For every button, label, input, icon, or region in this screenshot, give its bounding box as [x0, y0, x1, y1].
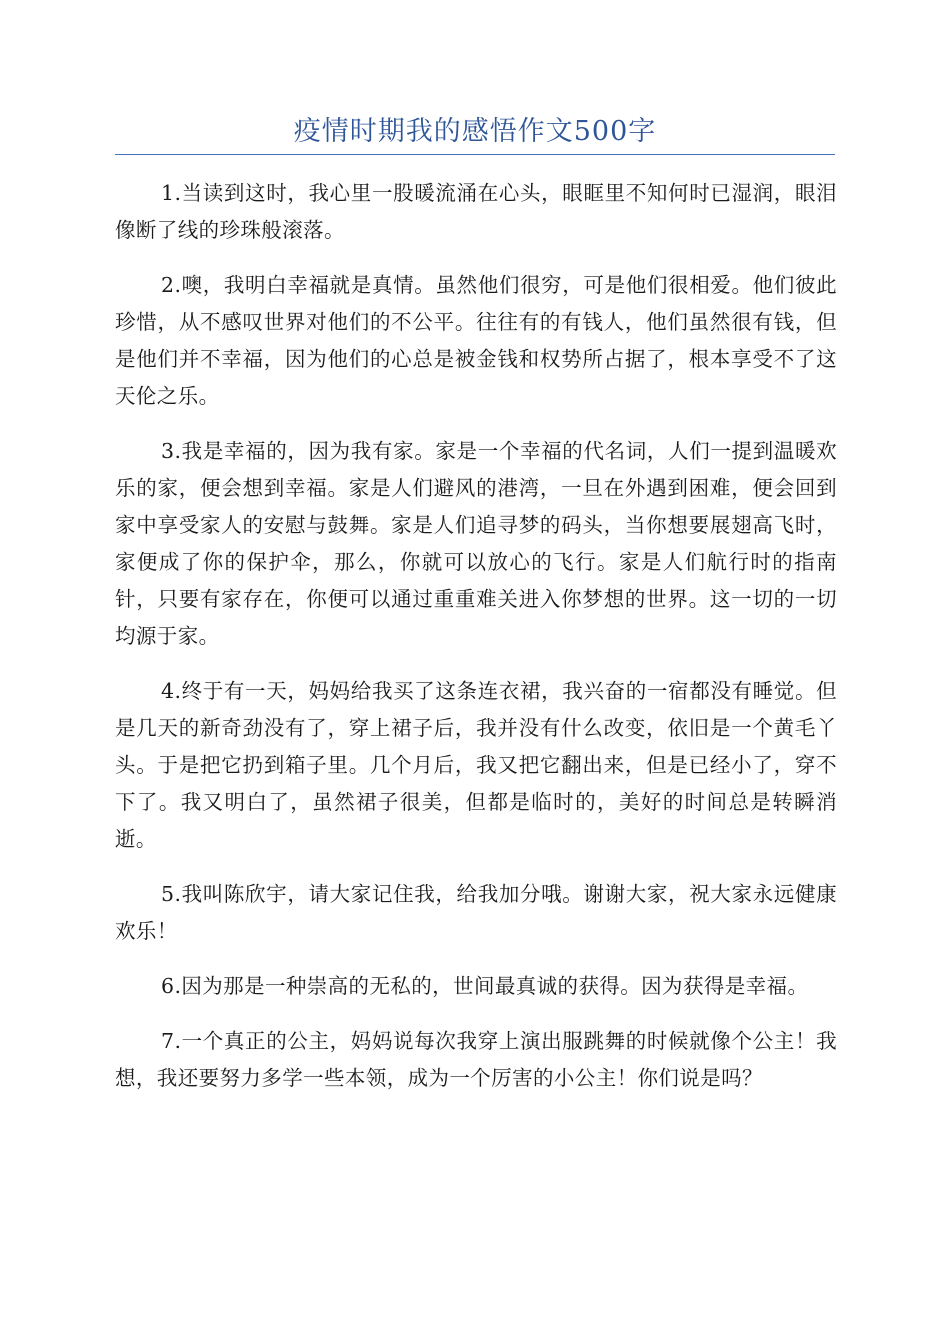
document-title: 疫情时期我的感悟作文500字 [293, 116, 657, 147]
paragraph-3: 3.我是幸福的，因为我有家。家是一个幸福的代名词，人们一提到温暖欢乐的家，便会想到幸福。家是人们避风的港湾，一旦在外遇到困难，便会回到家中享受家人的安慰与鼓舞。家是人们追寻梦的码头，当你想要展翅高飞时，家便成了你的保护伞，那么，你就可以放心的飞行。家是人们航行时的指南针，只要有家存在，你便可以通过重重难关进入你梦想的世界。这一切的一切均源于家。 [115, 439, 837, 648]
document-body [115, 175, 837, 1115]
paragraph-4: 4.终于有一天，妈妈给我买了这条连衣裙，我兴奋的一宿都没有睡觉。但是几天的新奇劲没有了，穿上裙子后，我并没有什么改变，依旧是一个黄毛丫头。于是把它扔到箱子里。几个月后，我又把它翻出来，但是已经小了，穿不下了。我又明白了，虽然裙子很美，但都是临时的，美好的时间总是转瞬消逝。 [115, 679, 837, 851]
paragraph-6: 6.因为那是一种崇高的无私的，世间最真诚的获得。因为获得是幸福。 [161, 974, 809, 998]
paragraph-7: 7.一个真正的公主，妈妈说每次我穿上演出服跳舞的时候就像个公主！我想，我还要努力多学一些本领，成为一个厉害的小公主！你们说是吗？ [115, 1029, 837, 1090]
paragraph-5: 5.我叫陈欣宇，请大家记住我，给我加分哦。谢谢大家，祝大家永远健康欢乐！ [115, 882, 837, 943]
title-underline [115, 154, 835, 155]
paragraph-2: 2.噢，我明白幸福就是真情。虽然他们很穷，可是他们很相爱。他们彼此珍惜，从不感叹世界对他们的不公平。往往有的有钱人，他们虽然很有钱，但是他们并不幸福，因为他们的心总是被金钱和权势所占据了，根本享受不了这天伦之乐。 [115, 273, 837, 408]
paragraph-1: 1.当读到这时，我心里一股暖流涌在心头，眼眶里不知何时已湿润，眼泪像断了线的珍珠般滚落。 [115, 181, 837, 242]
